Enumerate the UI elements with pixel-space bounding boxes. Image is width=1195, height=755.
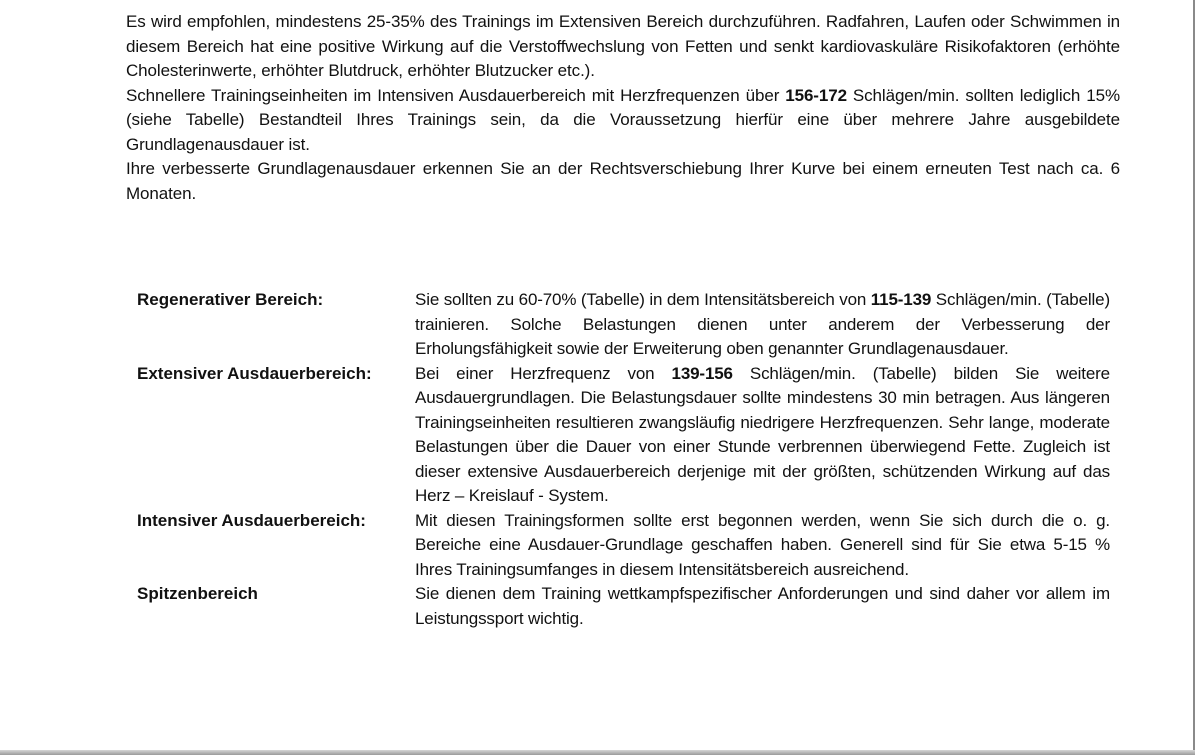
intro-paragraph-intensive-start: Schnellere Trainingseinheiten im Intensiven Ausdauerbereich mit Herzfrequenzen über [126,85,786,105]
zone-description [415,362,1110,509]
intro-text [126,10,1120,206]
zone-title: Regenerativer Bereich: [137,290,324,309]
zone-extensive [137,362,1110,509]
zone-title: Extensiver Ausdauerbereich: [137,363,372,383]
zone-description [415,288,1110,362]
heart-rate-range-regenerative: 115-139 [870,290,932,309]
intro-paragraph-intensive [126,84,1120,158]
zone-regenerative [137,288,1110,362]
zone-description-end: Schlägen/min. (Tabelle) trainieren. Solche Belastungen dienen unter anderem der Verbesserung der Erholungsfähigkeit sowie der Erweiterung oben genannter Grundlagenausdauer. [415,290,1110,358]
zone-description: Sie dienen dem Training wettkampfspezifischer Anforderungen und sind daher vor allem im Leistungssport wichtig. [415,584,1110,628]
intro-paragraph-extensive: Es wird empfohlen, mindestens 25-35% des Trainings im Extensiven Bereich durchzuführen. Radfahren, Laufen oder Schwimmen in diesem Bereich hat eine positive Wirkung auf die Verstoffwechslung von Fetten und senkt kardiovaskuläre Risikofaktoren (erhöhte Cholesterinwerte, erhöhter Blutdruck, erhöhter Blutzucker etc.). [126,12,1120,80]
heart-rate-range-extensive: 139-156 [671,363,733,383]
zone-title: Intensiver Ausdauerbereich: [137,510,366,530]
training-zones-list [137,288,1110,631]
zone-intensive [137,509,1110,583]
page-edge-bottom [0,750,1195,755]
zone-description-start: Bei einer Herzfrequenz von [415,363,672,383]
intro-paragraph-intensive-end: Schlägen/min. sollten lediglich 15% (siehe Tabelle) Bestandteil Ihres Trainings sein, da die Voraussetzung hierfür eine über mehrere Jahre ausgebildete Grundlagenausdauer ist. [126,85,1120,154]
zone-description-start: Sie sollten zu 60-70% (Tabelle) in dem Intensitätsbereich von [415,290,871,309]
intro-paragraph-improvement: Ihre verbesserte Grundlagenausdauer erkennen Sie an der Rechtsverschiebung Ihrer Kurve bei einem erneuten Test nach ca. 6 Monaten. [126,159,1120,203]
heart-rate-range-intensive: 156-172 [785,85,847,105]
zone-peak [137,582,1110,631]
zone-description-end: Schlägen/min. (Tabelle) bilden Sie weitere Ausdauergrundlagen. Die Belastungsdauer sollte mindestens 30 min betragen. Aus längeren Trainingseinheiten resultieren zwangsläufig niedrigere Herzfrequenzen. Sehr lange, moderate Belastungen über die Dauer von einer Stunde verbrennen überwiegend Fette. Zugleich ist dieser extensive Ausdauerbereich derjenige mit der größten, schützenden Wirkung auf das Herz – Kreislauf - System. [415,363,1110,505]
zone-description: Mit diesen Trainingsformen sollte erst begonnen werden, wenn Sie sich durch die o. g. Bereiche eine Ausdauer-Grundlage geschaffen haben. Generell sind für Sie etwa 5-15 % Ihres Trainingsumfanges in diesem Intensitätsbereich ausreichend. [415,510,1110,579]
zone-title: Spitzenbereich [137,584,258,603]
